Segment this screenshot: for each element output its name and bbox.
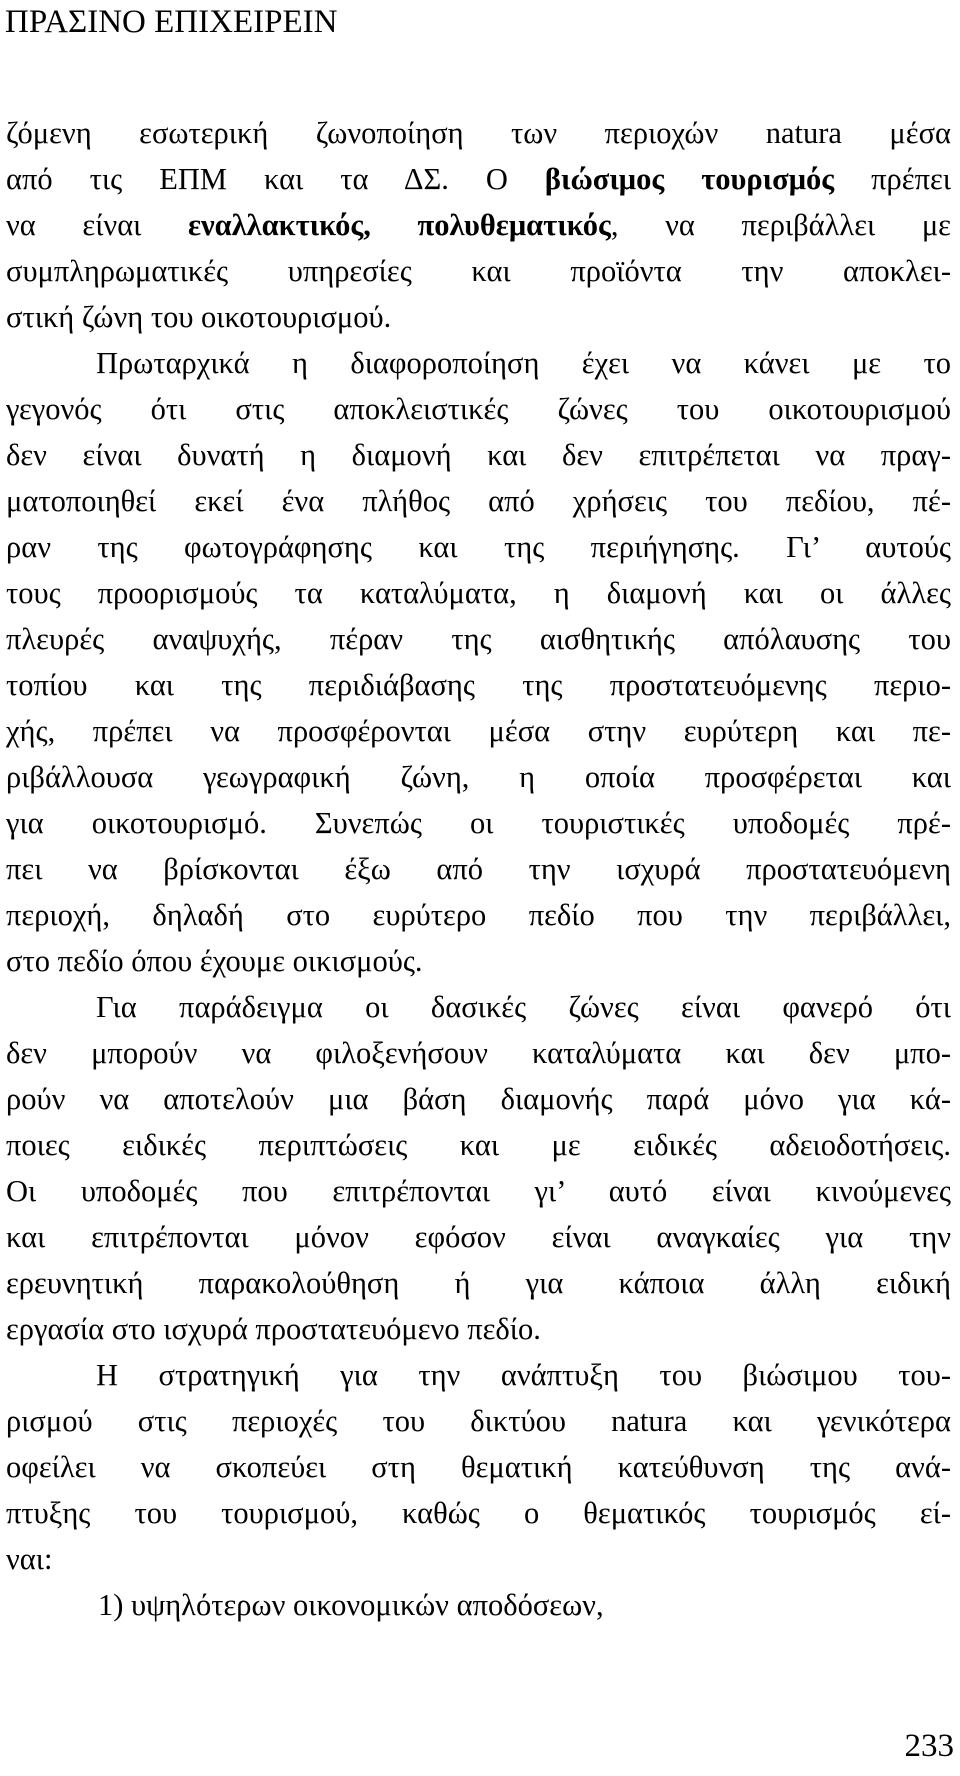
paragraph-1: [6, 110, 951, 340]
text-line: τοπίου και της περιδιάβασης της προστατευόμενης περιο-: [6, 668, 951, 702]
text-line: Οι υποδομές που επιτρέπονται γι’ αυτό είναι κινούμενες: [6, 1174, 951, 1208]
text-run: πρέπει: [834, 162, 951, 196]
text-line: Η στρατηγική για την ανάπτυξη του βιώσιμου του-: [96, 1358, 951, 1392]
text-line: τους προορισμούς τα καταλύματα, η διαμονή και οι άλλες: [6, 576, 951, 610]
text-line: οφείλει να σκοπεύει στη θεματική κατεύθυνση της ανά-: [6, 1450, 951, 1484]
text-line: Πρωταρχικά η διαφοροποίηση έχει να κάνει με το: [96, 346, 951, 380]
bold-term-alternative-multithematic: εναλλακτικός, πολυθεματικός: [188, 208, 611, 242]
text-run: , να περιβάλλει με: [610, 208, 951, 242]
numbered-list: [6, 1582, 951, 1628]
list-item: 1) υψηλότερων οικονομικών αποδόσεων,: [98, 1588, 604, 1622]
text-line: ραν της φωτογράφησης και της περιήγησης. Γι’ αυτούς: [6, 530, 951, 564]
text-line: ριβάλλουσα γεωγραφική ζώνη, η οποία προσφέρεται και: [6, 760, 951, 794]
text-line: ναι:: [6, 1542, 53, 1576]
text-line: χής, πρέπει να προσφέρονται μέσα στην ευρύτερη και πε-: [6, 714, 951, 748]
text-line: ματοποιηθεί εκεί ένα πλήθος από χρήσεις του πεδίου, πέ-: [6, 484, 951, 518]
text-line: ερευνητική παρακολούθηση ή για κάποια άλλη ειδική: [6, 1266, 951, 1300]
paragraph-4: [6, 1352, 951, 1582]
page-number: 233: [904, 1728, 954, 1764]
text-line: ζόμενη εσωτερική ζωνοποίηση των περιοχών natura μέσα: [6, 116, 951, 150]
text-line: δεν είναι δυνατή η διαμονή και δεν επιτρέπεται να πραγ-: [6, 438, 951, 472]
text-run: να είναι: [6, 208, 189, 242]
text-line: και επιτρέπονται μόνον εφόσον είναι αναγκαίες για την: [6, 1220, 951, 1254]
text-line: [6, 156, 951, 202]
text-line: δεν μπορούν να φιλοξενήσουν καταλύματα και δεν μπο-: [6, 1036, 951, 1070]
text-line: για οικοτουρισμό. Συνεπώς οι τουριστικές υποδομές πρέ-: [6, 806, 951, 840]
text-line: ρούν να αποτελούν μια βάση διαμονής παρά μόνο για κά-: [6, 1082, 951, 1116]
text-line: περιοχή, δηλαδή στο ευρύτερο πεδίο που την περιβάλλει,: [6, 898, 951, 932]
text-line: πτυξης του τουρισμού, καθώς ο θεματικός τουρισμός εί-: [6, 1496, 951, 1530]
page-body: [6, 110, 951, 1628]
text-line: Για παράδειγμα οι δασικές ζώνες είναι φανερό ότι: [96, 990, 951, 1024]
text-line: πλευρές αναψυχής, πέραν της αισθητικής απόλαυσης του: [6, 622, 951, 656]
text-run: από τις ΕΠΜ και τα ΔΣ. Ο: [6, 162, 545, 196]
paragraph-2: [6, 340, 951, 984]
text-line: γεγονός ότι στις αποκλειστικές ζώνες του οικοτουρισμού: [6, 392, 951, 426]
running-header: ΠΡΑΣΙΝΟ ΕΠΙΧΕΙΡΕΙΝ: [5, 4, 338, 40]
text-line: πει να βρίσκονται έξω από την ισχυρά προστατευόμενη: [6, 852, 951, 886]
bold-term-sustainable-tourism: βιώσιμος τουρισμός: [544, 162, 835, 196]
paragraph-3: [6, 984, 951, 1352]
text-line: ποιες ειδικές περιπτώσεις και με ειδικές αδειοδοτήσεις.: [6, 1128, 951, 1162]
text-line: συμπληρωματικές υπηρεσίες και προϊόντα την αποκλει-: [6, 254, 951, 288]
text-line: στο πεδίο όπου έχουμε οικισμούς.: [6, 944, 423, 978]
text-line: εργασία στο ισχυρά προστατευόμενο πεδίο.: [6, 1312, 541, 1346]
text-line: στική ζώνη του οικοτουρισμού.: [6, 300, 392, 334]
text-line: [6, 202, 951, 248]
text-line: ρισμού στις περιοχές του δικτύου natura και γενικότερα: [6, 1404, 951, 1438]
